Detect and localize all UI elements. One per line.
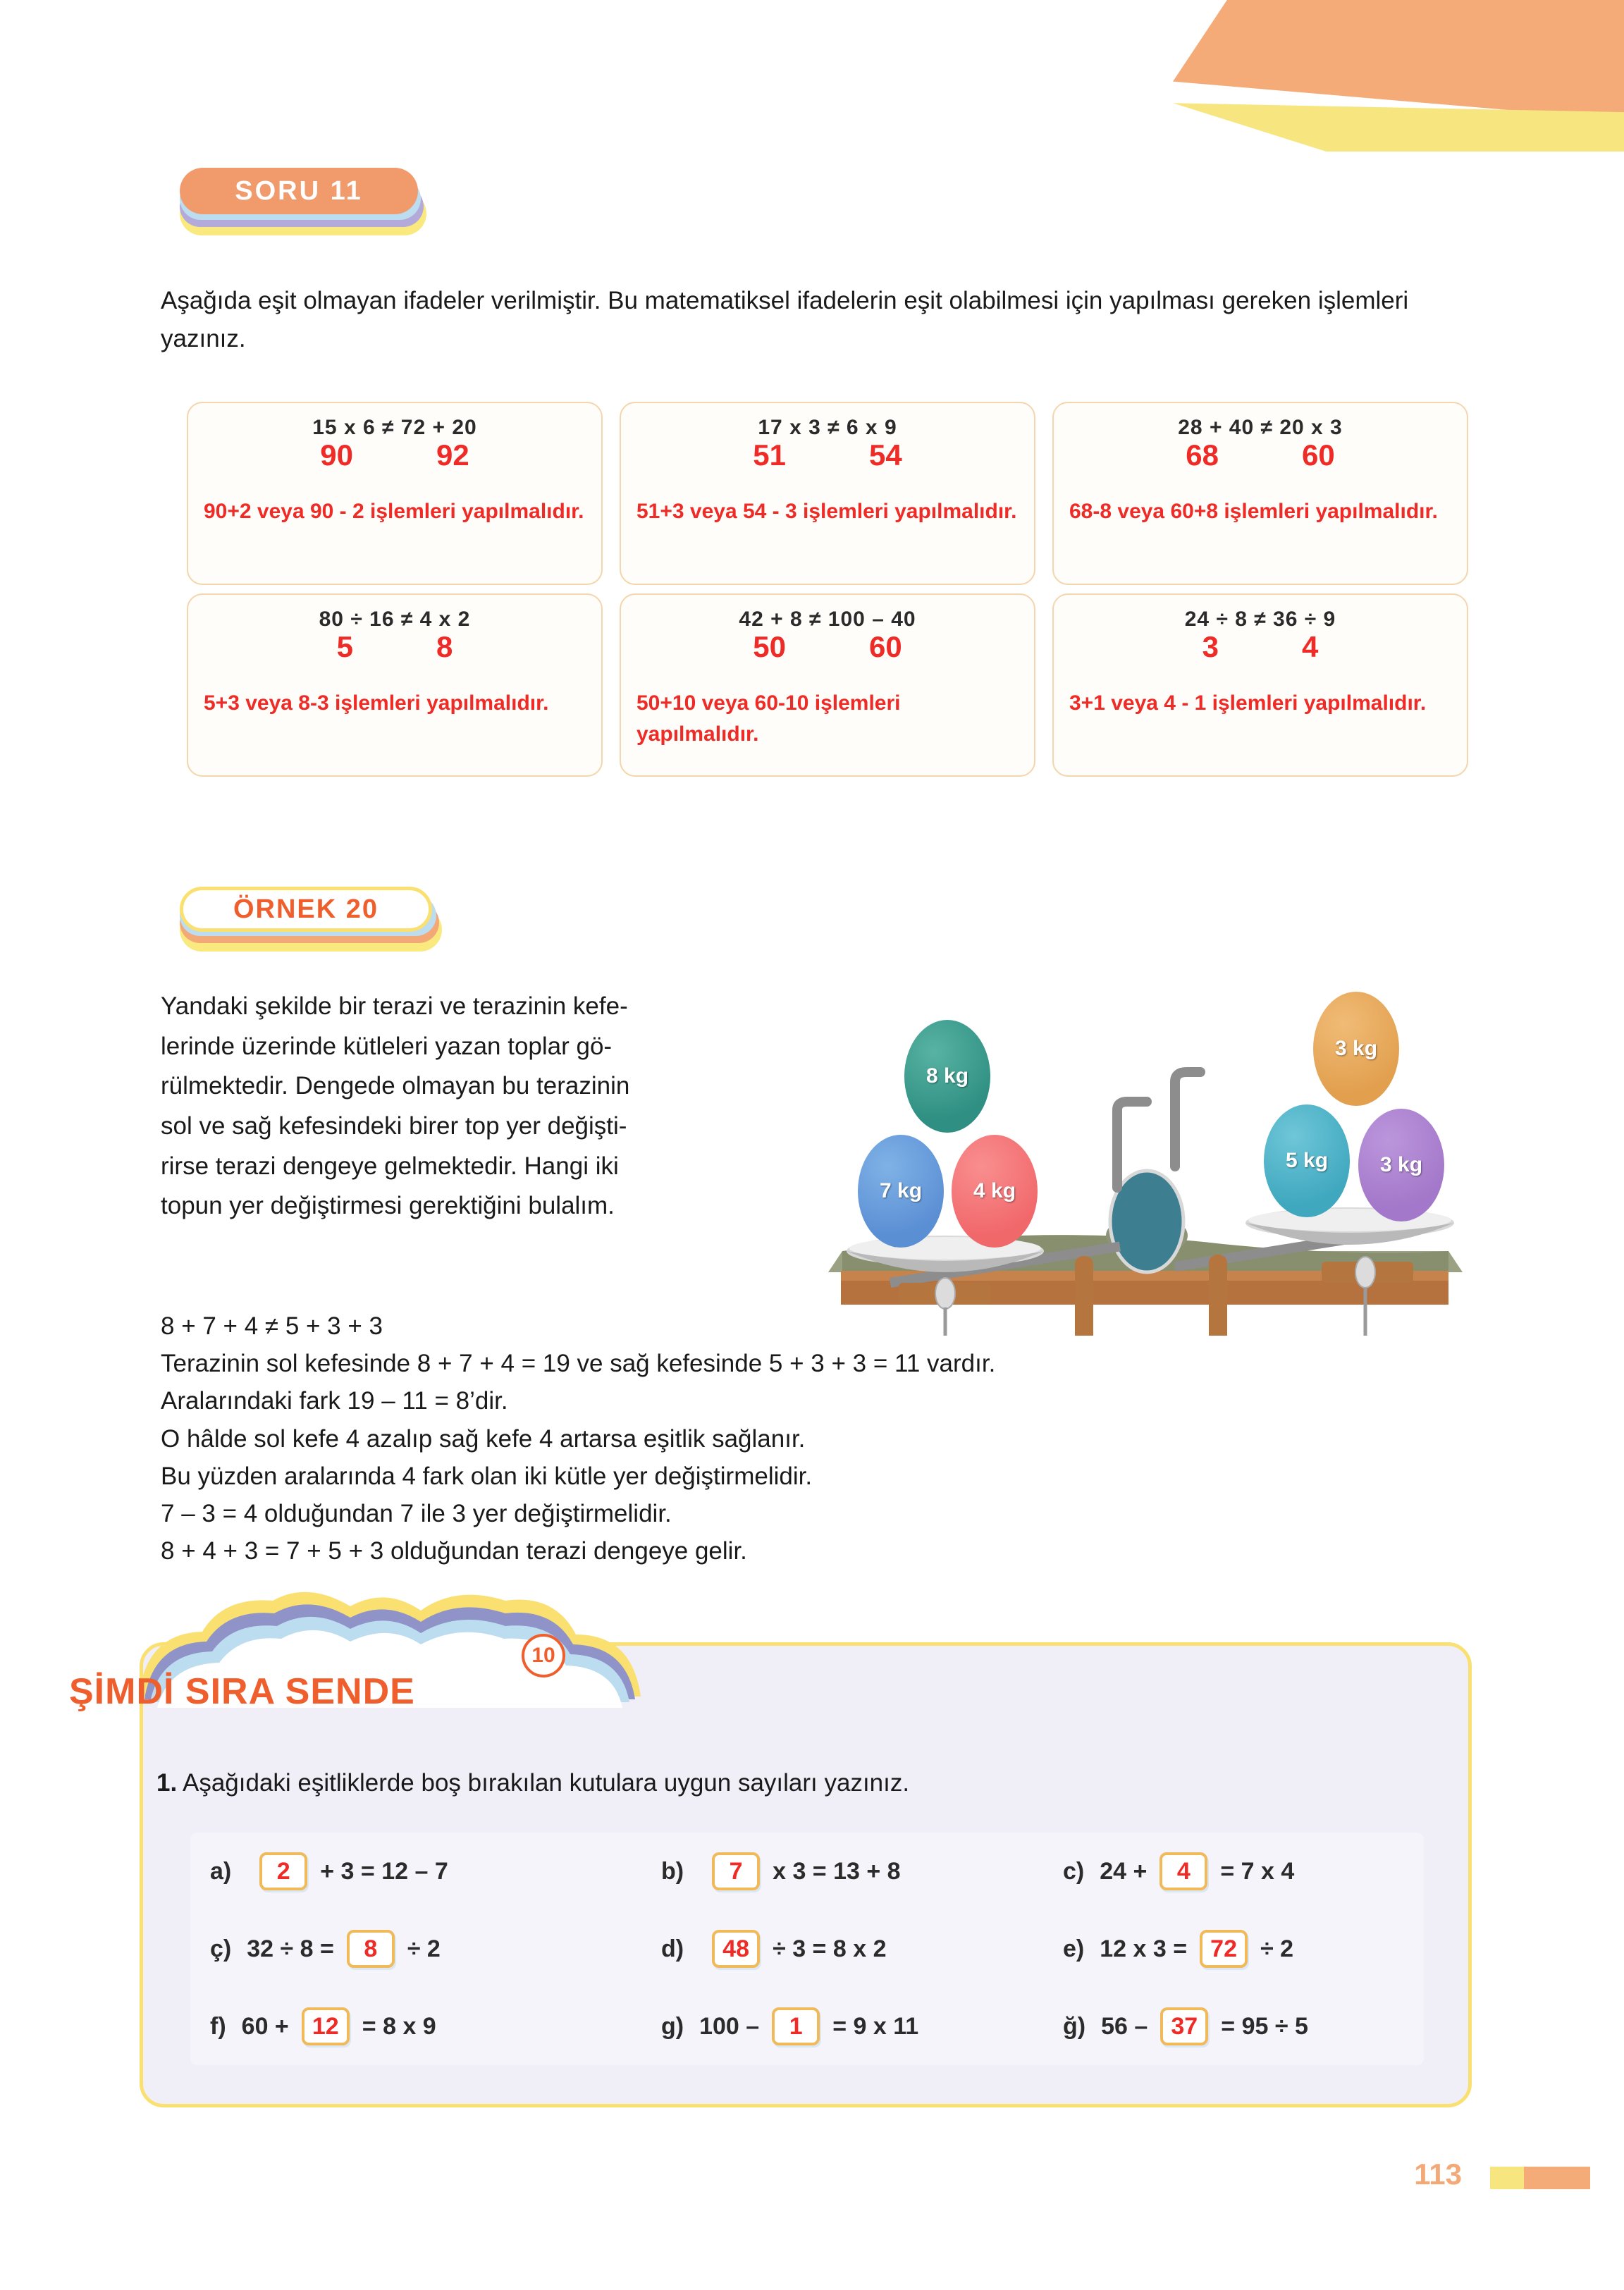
soru-badge: [180, 168, 426, 238]
answer-right-value: 92: [436, 438, 469, 472]
answer-expression: 17 x 3 ≠ 6 x 9: [758, 416, 897, 439]
exercise-label: c): [1063, 1857, 1085, 1885]
answer-right-value: 60: [1302, 438, 1335, 472]
answer-expression: 28 + 40 ≠ 20 x 3: [1178, 416, 1343, 439]
exercise-label: f): [210, 2012, 226, 2040]
answer-expression: 42 + 8 ≠ 100 – 40: [739, 608, 916, 631]
answer-card: [620, 402, 1035, 585]
exercise-item-b[interactable]: [661, 1852, 1063, 1890]
answer-left-value: 5: [336, 630, 353, 663]
exercise-item-c-cedilla[interactable]: [210, 1930, 661, 1968]
answer-values: [636, 438, 1019, 472]
ball-label: 3 kg: [1379, 1153, 1423, 1176]
exercise-item-g-breve[interactable]: [1063, 2007, 1444, 2045]
solution-line: 8 + 7 + 4 ≠ 5 + 3 + 3: [161, 1312, 383, 1340]
instruction-text: Aşağıdaki eşitliklerde boş bırakılan kutulara uygun sayıları yazınız.: [183, 1769, 910, 1797]
exercise-after: = 95 ÷ 5: [1221, 2012, 1308, 2040]
exercise-answer-box[interactable]: 48: [712, 1930, 760, 1968]
answer-left-value: 3: [1202, 630, 1219, 663]
answer-values: [204, 630, 586, 664]
exercise-before: 12 x 3 =: [1100, 1935, 1188, 1962]
ball-left-4kg: [952, 1135, 1038, 1248]
exercise-answer-box[interactable]: 12: [302, 2007, 350, 2045]
exercise-after: ÷ 3 = 8 x 2: [773, 1935, 887, 1962]
answer-card: [620, 593, 1035, 777]
answer-values: [1069, 630, 1451, 664]
ornek-solution: [161, 1307, 1359, 1570]
solution-line: Terazinin sol kefesinde 8 + 7 + 4 = 19 ve sağ kefesinde 5 + 3 + 3 = 11 vardır.: [161, 1350, 996, 1378]
answer-note: 3+1 veya 4 - 1 işlemleri yapılmalıdır.: [1069, 691, 1427, 715]
ornek-line: Yandaki şekilde bir terazi ve terazinin kefe-: [161, 992, 628, 1020]
soru-answer-grid: [187, 402, 1470, 777]
exercise-label: b): [661, 1857, 684, 1885]
ball-label: 3 kg: [1334, 1037, 1378, 1060]
ball-label: 7 kg: [879, 1179, 923, 1202]
soru-badge-label: SORU 11: [235, 176, 363, 206]
exercise-after: = 7 x 4: [1220, 1857, 1295, 1885]
answer-note: 51+3 veya 54 - 3 işlemleri yapılmalıdır.: [636, 500, 1017, 523]
answer-values: [204, 438, 586, 472]
soru-prompt: Aşağıda eşit olmayan ifadeler verilmiştir. Bu matematiksel ifadelerin eşit olabilmesi için yapılması gereken işlemleri yazınız.: [161, 287, 1409, 353]
answer-expression: 80 ÷ 16 ≠ 4 x 2: [319, 608, 471, 631]
answer-values: [636, 630, 1019, 664]
ornek-line: rülmektedir. Dengede olmayan bu terazinin: [161, 1072, 630, 1100]
answer-left-value: 68: [1186, 438, 1219, 472]
exercise-after: x 3 = 13 + 8: [773, 1857, 901, 1885]
answer-right-value: 60: [869, 630, 902, 663]
exercise-after: = 8 x 9: [362, 2012, 436, 2040]
ornek-line: rirse terazi dengeye gelmektedir. Hangi iki: [161, 1152, 619, 1180]
solution-line: Bu yüzden aralarında 4 fark olan iki kütle yer değiştirmelidir.: [161, 1462, 813, 1490]
ball-label: 4 kg: [973, 1179, 1016, 1202]
answer-note: 68-8 veya 60+8 işlemleri yapılmalıdır.: [1069, 500, 1438, 523]
exercise-answer-box[interactable]: 37: [1160, 2007, 1208, 2045]
answer-card: [187, 593, 603, 777]
solution-line: Aralarındaki fark 19 – 11 = 8’dir.: [161, 1387, 508, 1415]
solution-line: 7 – 3 = 4 olduğundan 7 ile 3 yer değiştirmelidir.: [161, 1499, 672, 1527]
ball-label: 5 kg: [1285, 1149, 1329, 1172]
solution-line: 8 + 4 + 3 = 7 + 5 + 3 olduğundan terazi dengeye gelir.: [161, 1537, 747, 1565]
answer-right-value: 8: [436, 630, 453, 663]
exercise-after: ÷ 2: [1260, 1935, 1294, 1962]
balance-scale-illustration: [828, 941, 1463, 1336]
exercise-before: 32 ÷ 8 =: [247, 1935, 334, 1962]
sira-sende-number-badge: 10: [522, 1634, 565, 1678]
right-hanger-hook: [1355, 1257, 1375, 1288]
exercise-answer-box[interactable]: 72: [1200, 1930, 1248, 1968]
answer-expression: 24 ÷ 8 ≠ 36 ÷ 9: [1184, 608, 1336, 631]
exercise-answer-box[interactable]: 7: [712, 1852, 760, 1890]
answer-left-value: 90: [320, 438, 353, 472]
answer-note: 90+2 veya 90 - 2 işlemleri yapılmalıdır.: [204, 500, 584, 523]
exercise-item-c[interactable]: [1063, 1852, 1444, 1890]
exercise-label: ç): [210, 1935, 232, 1962]
answer-card: [1052, 402, 1468, 585]
corner-orange-band: [1173, 0, 1624, 120]
ball-label: 8 kg: [925, 1064, 969, 1088]
sira-instruction: [156, 1769, 909, 1797]
exercise-answer-box[interactable]: 8: [347, 1930, 395, 1968]
exercise-label: ğ): [1063, 2012, 1086, 2040]
exercise-item-a[interactable]: [210, 1852, 661, 1890]
instruction-number: 1.: [156, 1769, 178, 1797]
corner-decoration: [1173, 0, 1624, 162]
ornek-line: lerinde üzerinde kütleleri yazan toplar gö-: [161, 1032, 613, 1060]
exercise-label: d): [661, 1935, 684, 1962]
corner-yellow-band: [1173, 0, 1624, 152]
ball-right-3kg-orange: [1313, 992, 1399, 1106]
ball-left-7kg: [858, 1135, 944, 1248]
answer-note: 5+3 veya 8-3 işlemleri yapılmalıdır.: [204, 691, 549, 715]
solution-line: O hâlde sol kefe 4 azalıp sağ kefe 4 artarsa eşitlik sağlanır.: [161, 1424, 806, 1453]
exercise-after: ÷ 2: [407, 1935, 441, 1962]
exercise-label: e): [1063, 1935, 1085, 1962]
ball-right-5kg: [1264, 1104, 1350, 1217]
footer-bar-yellow: [1490, 2167, 1524, 2189]
answer-card: [1052, 593, 1468, 777]
exercise-label: a): [210, 1857, 232, 1885]
answer-values: [1069, 438, 1451, 472]
exercise-grid: [190, 1833, 1424, 2065]
left-hanger-hook: [935, 1278, 955, 1309]
exercise-before: 60 +: [241, 2012, 289, 2040]
page-number: 113: [1414, 2157, 1462, 2191]
exercise-after: = 9 x 11: [832, 2012, 919, 2040]
sira-sende-title: ŞİMDİ SIRA SENDE: [69, 1671, 415, 1712]
exercise-item-g[interactable]: [661, 2007, 1063, 2045]
exercise-item-e[interactable]: [1063, 1930, 1444, 1968]
ornek-badge-label: ÖRNEK 20: [233, 894, 379, 924]
exercise-before: 24 +: [1100, 1857, 1148, 1885]
exercise-answer-box[interactable]: 4: [1159, 1852, 1207, 1890]
answer-left-value: 51: [753, 438, 786, 472]
answer-right-value: 54: [869, 438, 902, 472]
footer-bar-orange: [1524, 2167, 1590, 2189]
ornek-paragraph: [161, 987, 823, 1226]
ornek-badge: [180, 887, 448, 961]
answer-right-value: 4: [1302, 630, 1319, 663]
exercise-item-d[interactable]: [661, 1930, 1063, 1968]
answer-expression: 15 x 6 ≠ 72 + 20: [312, 416, 477, 439]
ball-left-8kg: [904, 1020, 990, 1133]
exercise-item-f[interactable]: [210, 2007, 661, 2045]
ball-right-3kg-purple: [1358, 1109, 1444, 1221]
exercise-answer-box[interactable]: 2: [259, 1852, 307, 1890]
exercise-before: 56 –: [1101, 2012, 1148, 2040]
exercise-label: g): [661, 2012, 684, 2040]
exercise-answer-box[interactable]: 1: [772, 2007, 820, 2045]
ornek-line: sol ve sağ kefesindeki birer top yer değişti-: [161, 1112, 627, 1140]
exercise-before: 100 –: [699, 2012, 760, 2040]
answer-left-value: 50: [753, 630, 786, 663]
ornek-line: topun yer değiştirmesi gerektiğini bulalım.: [161, 1192, 615, 1220]
exercise-after: + 3 = 12 – 7: [320, 1857, 448, 1885]
answer-card: [187, 402, 603, 585]
answer-note: 50+10 veya 60-10 işlemleri yapılmalıdır.: [636, 691, 901, 746]
